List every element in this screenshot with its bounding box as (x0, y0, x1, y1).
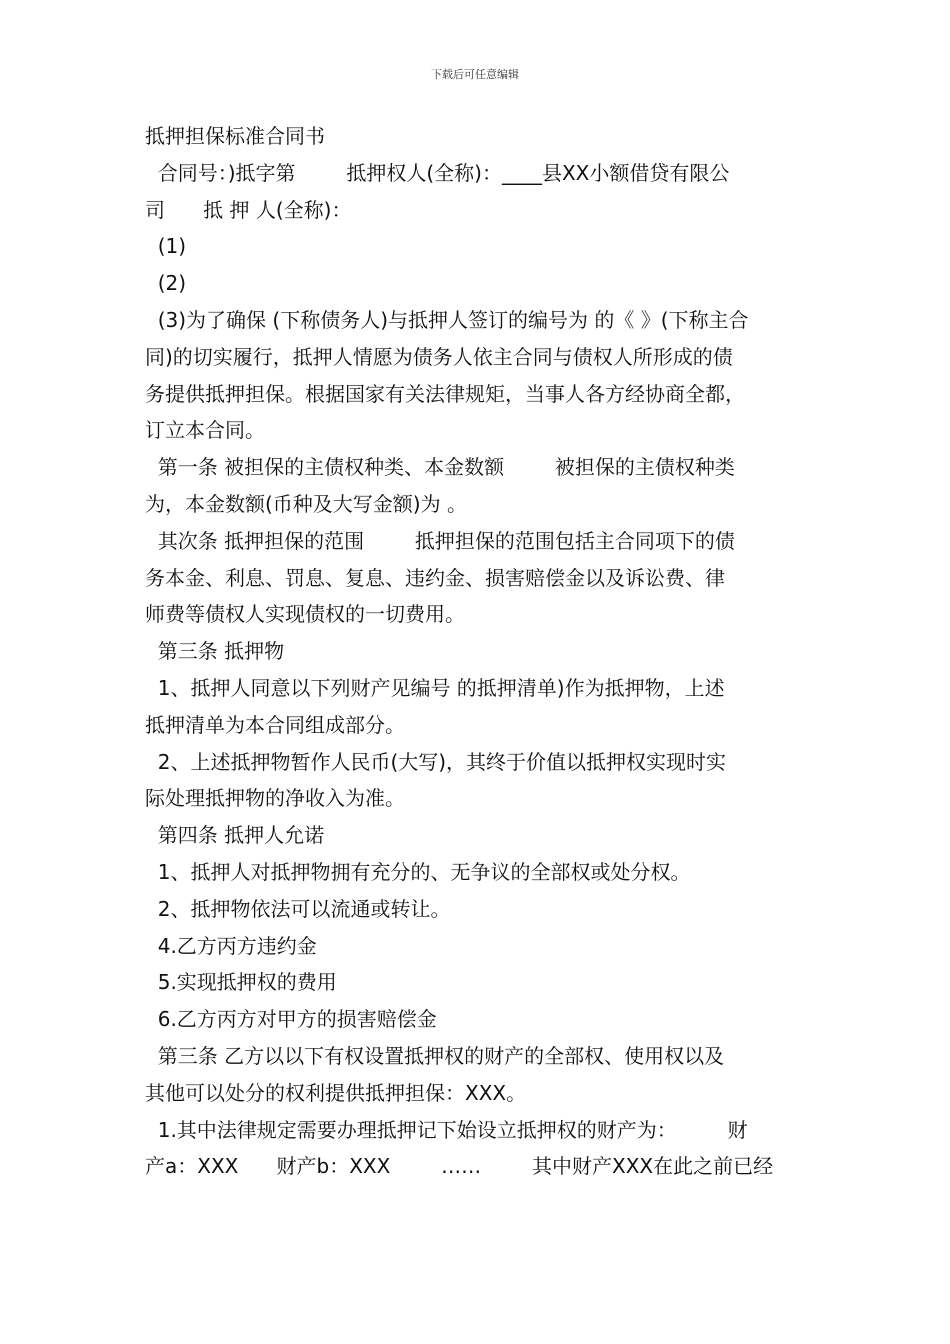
text-line: 第三条 乙方以以下有权设置抵押权的财产的全部权、使用权以及 (145, 1043, 725, 1068)
text-line: 第三条 抵押物 (145, 639, 285, 664)
text-line: 1.其中法律规定需要办理抵押记下始设立抵押权的财产为： 财 (145, 1117, 748, 1142)
text-line: 2、上述抵押物暂作人民币(大写)，其终于价值以抵押权实现时实 (145, 749, 727, 774)
document-title: 抵押担保标准合同书 (145, 124, 325, 148)
text-line: 抵押清单为本合同组成部分。 (145, 712, 405, 737)
text-line: (1) (145, 234, 187, 259)
page-header-note: 下载后可任意编辑 (431, 68, 519, 81)
text-line: 其他可以处分的权利提供抵押担保：XXX。 (145, 1080, 527, 1105)
text-line: 合同号：)抵字第 抵押权人(全称)：____县XX小额借贷有限公 (145, 160, 730, 185)
text-line: 务本金、利息、罚息、复息、违约金、损害赔偿金以及诉讼费、律 (145, 565, 725, 590)
text-line: 产a：XXX 财产b：XXX …… 其中财产XXX在此之前已经 (145, 1154, 774, 1179)
text-line: 5.实现抵押权的费用 (145, 970, 337, 995)
text-line: 司 抵 押 人(全称)： (145, 197, 352, 222)
text-line: (3)为了确保 (下称债务人)与抵押人签订的编号为 的《 》(下称主合 (145, 307, 749, 332)
text-line: 其次条 抵押担保的范围 抵押担保的范围包括主合同项下的债 (145, 528, 735, 553)
text-line: 6.乙方丙方对甲方的损害赔偿金 (145, 1007, 437, 1032)
text-line: 1、抵押人对抵押物拥有充分的、无争议的全部权或处分权。 (145, 859, 691, 884)
text-line: 同)的切实履行，抵押人情愿为债务人依主合同与债权人所形成的债 (145, 344, 733, 369)
text-line: 为，本金数额(币种及大写金额)为 。 (145, 491, 467, 516)
text-line: 订立本合同。 (145, 418, 265, 443)
text-line: 第一条 被担保的主债权种类、本金数额 被担保的主债权种类 (145, 455, 735, 480)
text-line: 务提供抵押担保。根据国家有关法律规矩，当事人各方经协商全都， (145, 381, 745, 406)
text-line: 1、抵押人同意以下列财产见编号 的抵押清单)作为抵押物，上述 (145, 675, 725, 700)
text-line: 际处理抵押物的净收入为准。 (145, 786, 405, 811)
text-line: 师费等债权人实现债权的一切费用。 (145, 602, 465, 627)
text-line: (2) (145, 271, 187, 296)
text-line: 第四条 抵押人允诺 (145, 823, 325, 848)
text-line: 2、抵押物依法可以流通或转让。 (145, 896, 451, 921)
text-line: 4.乙方丙方违约金 (145, 933, 317, 958)
contract-document (145, 118, 820, 1185)
